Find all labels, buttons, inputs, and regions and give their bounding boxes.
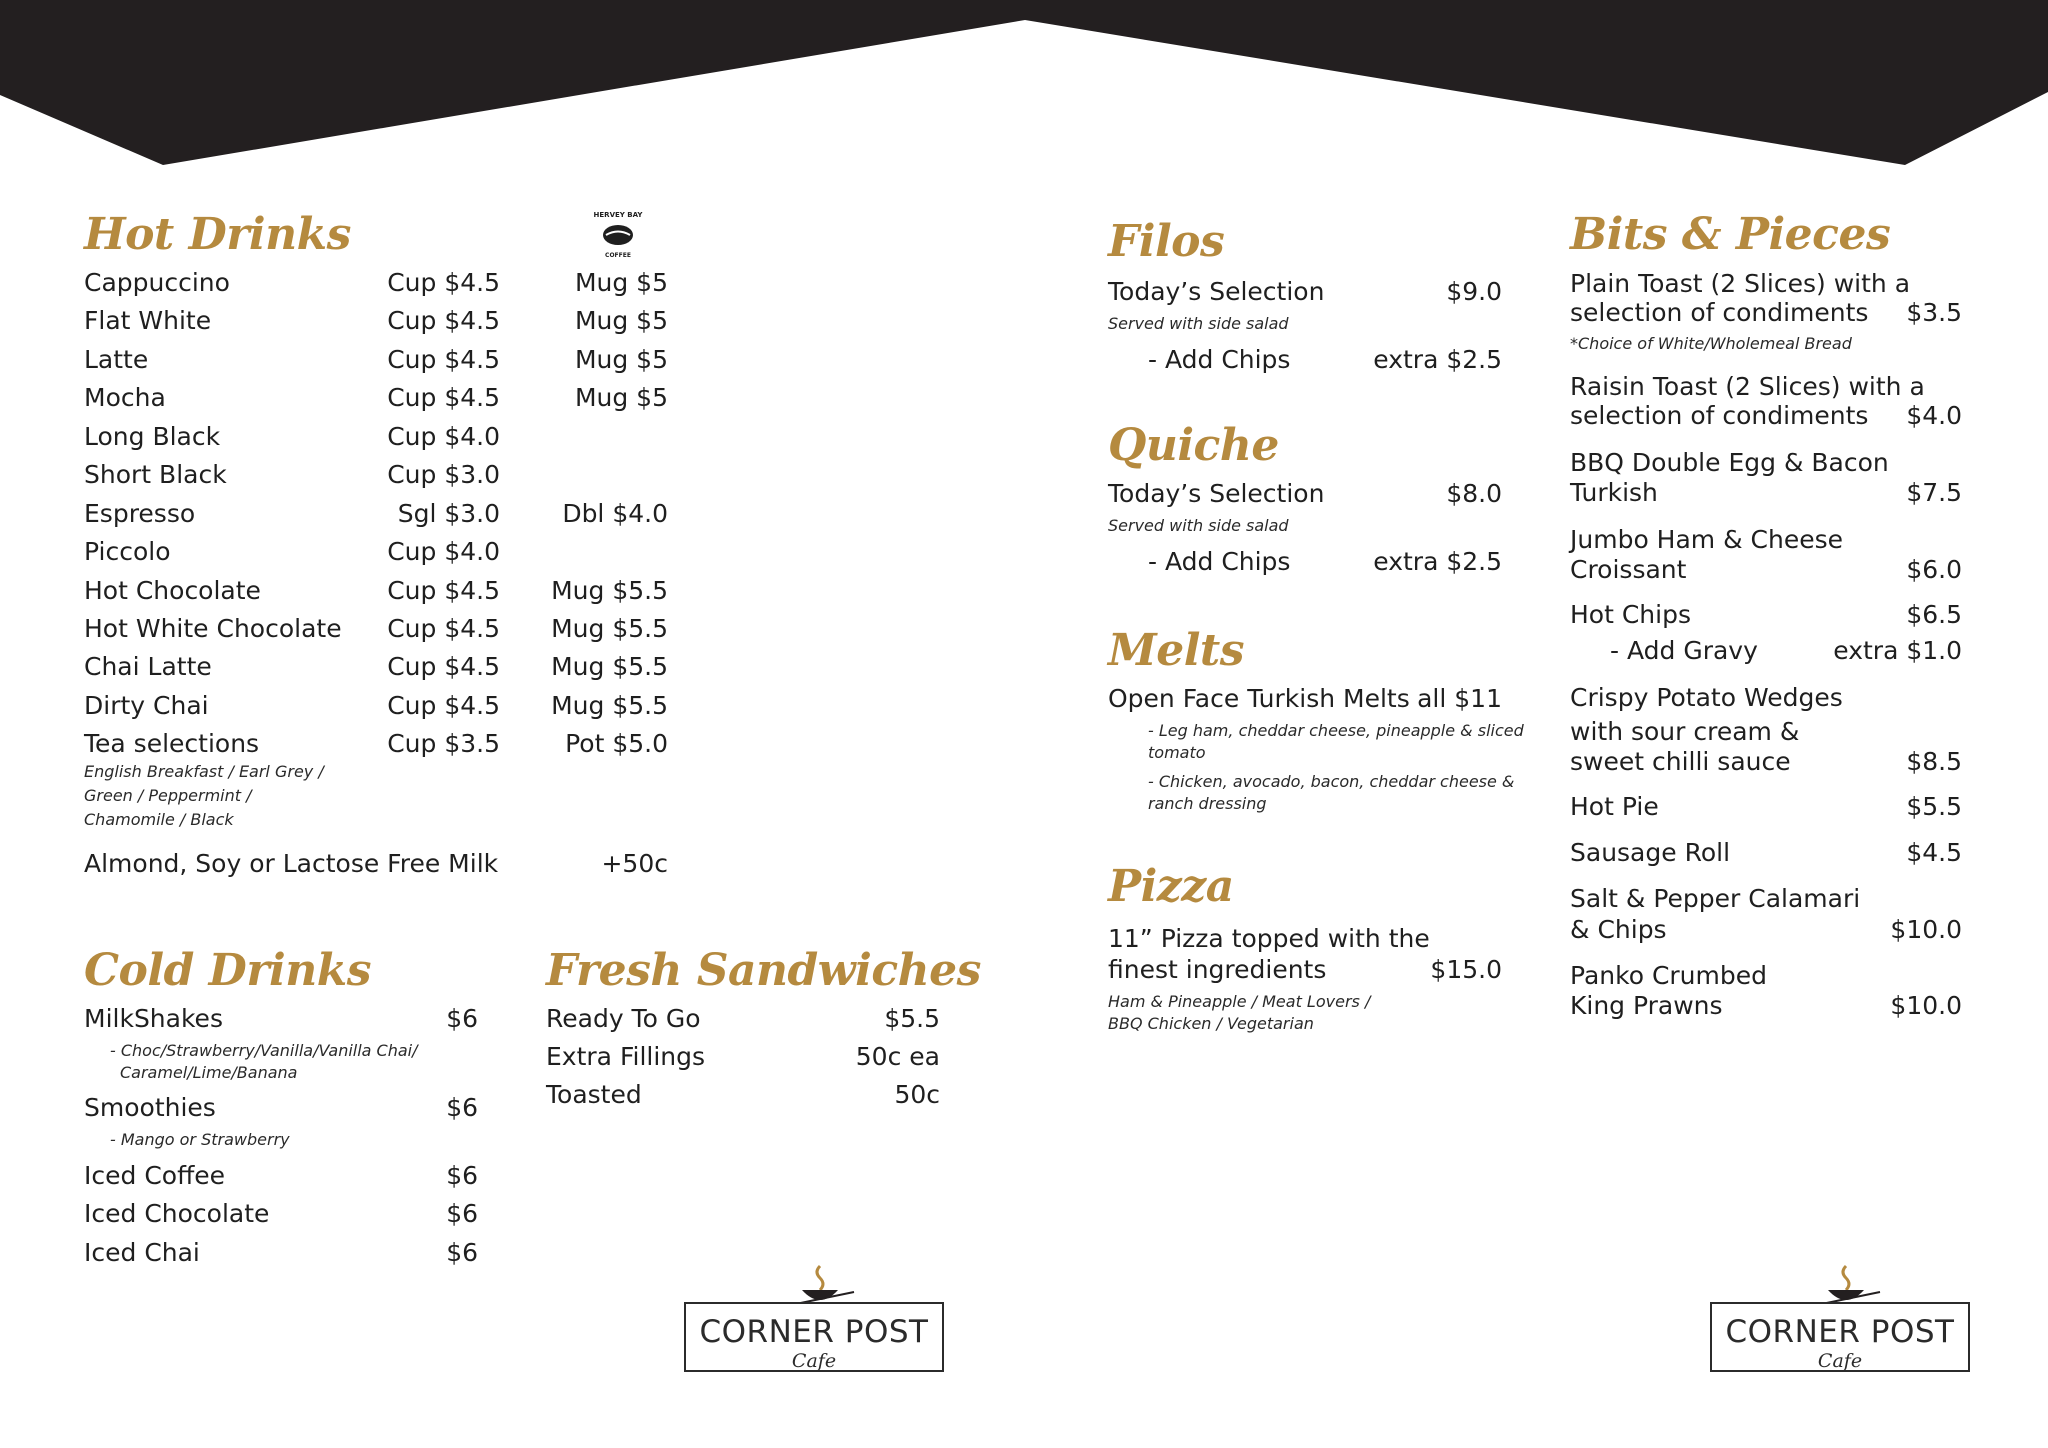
menu-item-price: all $11 [1417,684,1502,713]
menu-item-name: Hot Pie [1570,792,1659,821]
menu-item-price: Cup $4.5 [387,383,500,412]
menu-item-name: Panko Crumbed [1570,961,1767,990]
menu-item-price: Mug $5 [574,383,668,412]
menu-item-price: Cup $4.0 [387,422,500,451]
menu-item-name: Sausage Roll [1570,838,1731,867]
milkshake-note: Caramel/Lime/Banana [120,1063,298,1082]
menu-item-name: Dirty Chai [84,691,209,720]
coffee-roaster-badge-icon [590,208,646,260]
menu-item-name: Hot White Chocolate [84,614,342,643]
addon-name: - Add Chips [1148,345,1291,374]
menu-item-name: Mocha [84,383,166,412]
addon-price: extra $2.5 [1373,345,1502,374]
addon-name: - Add Gravy [1610,636,1758,665]
menu-item-price: $10.0 [1890,915,1962,944]
menu-item-price: Cup $4.5 [387,345,500,374]
menu-item-name: selection of condiments [1570,298,1869,327]
tea-note: Chamomile / Black [84,810,234,829]
item-note: Ham & Pineapple / Meat Lovers / [1108,992,1371,1011]
menu-item-name: Crispy Potato Wedges [1570,683,1843,712]
menu-item-name: Ready To Go [546,1004,701,1033]
pizza-heading: Pizza [1108,861,1234,912]
menu-item-name: Espresso [84,499,196,528]
cafe-logo [684,1302,944,1372]
item-note: Served with side salad [1108,314,1289,333]
menu-item-price: Dbl $4.0 [562,499,668,528]
menu-item-price: $6.0 [1906,555,1962,584]
menu-item-price: Sgl $3.0 [397,499,500,528]
menu-item-price: Mug $5 [574,345,668,374]
menu-item-name: Raisin Toast (2 Slices) with a [1570,372,1925,401]
menu-item-price: $6 [446,1199,478,1228]
menu-item-price: $6 [446,1004,478,1033]
svg-text:HERVEY BAY: HERVEY BAY [593,211,643,219]
menu-item-name: Salt & Pepper Calamari [1570,884,1861,913]
menu-item-name: Latte [84,345,149,374]
top-band [0,0,2048,170]
menu-item-name: Open Face Turkish Melts [1108,684,1410,713]
item-note: BBQ Chicken / Vegetarian [1108,1014,1314,1033]
menu-item-name: Croissant [1570,555,1687,584]
tea-note: English Breakfast / Earl Grey / [84,762,324,781]
tea-note: Green / Peppermint / [84,786,252,805]
menu-item-name: Plain Toast (2 Slices) with a [1570,269,1911,298]
menu-item-name: Piccolo [84,537,171,566]
menu-item-name: sweet chilli sauce [1570,747,1791,776]
menu-item-name: Long Black [84,422,221,451]
menu-item-price: Mug $5.5 [551,652,668,681]
menu-item-name: Jumbo Ham & Cheese [1570,525,1844,554]
menu-item-name: Today’s Selection [1108,479,1325,508]
menu-item-price: $4.5 [1906,838,1962,867]
cold-drinks-heading: Cold Drinks [84,945,371,996]
logo-subtitle: Cafe [1817,1350,1863,1372]
menu-item-name: MilkShakes [84,1004,223,1033]
filos-heading: Filos [1108,216,1225,267]
menu-item-price: Cup $4.0 [387,537,500,566]
menu-item-name: Tea selections [84,729,260,758]
menu-item-name: BBQ Double Egg & Bacon [1570,448,1889,477]
addon-name: - Add Chips [1148,547,1291,576]
menu-item-price: Mug $5.5 [551,576,668,605]
menu-item-price: $5.5 [1906,792,1962,821]
hot-drinks-heading: Hot Drinks [84,209,351,260]
menu-item-name: Today’s Selection [1108,277,1325,306]
milkshake-note: - Choc/Strawberry/Vanilla/Vanilla Chai/ [110,1041,418,1060]
menu-item-price: Cup $3.5 [387,729,500,758]
menu-item-name: Cappuccino [84,268,230,297]
logo-title: CORNER POST [699,1314,929,1350]
menu-item-price: $6 [446,1161,478,1190]
menu-item-price: Cup $3.0 [387,460,500,489]
logo-subtitle: Cafe [791,1350,837,1372]
menu-item-price: $3.5 [1906,298,1962,327]
menu-item-price: Cup $4.5 [387,614,500,643]
menu-item-name: selection of condiments [1570,401,1869,430]
menu-item-price: $4.0 [1906,401,1962,430]
menu-item-price: 50c [894,1080,940,1109]
menu-item-price: $9.0 [1446,277,1502,306]
menu-item-name: Extra Fillings [546,1042,706,1071]
menu-item-price: Mug $5.5 [551,614,668,643]
item-note: - Chicken, avocado, bacon, cheddar cheese & [1148,772,1515,791]
item-note: - Leg ham, cheddar cheese, pineapple & sliced [1148,721,1524,740]
menu-item-price: $5.5 [884,1004,940,1033]
milk-option: Almond, Soy or Lactose Free Milk [84,849,499,878]
svg-text:COFFEE: COFFEE [605,252,631,259]
menu-item-price: $6 [446,1238,478,1267]
menu-item-name: Iced Coffee [84,1161,226,1190]
menu-item-price: Mug $5.5 [551,691,668,720]
cafe-logo [1710,1302,1970,1372]
item-note: ranch dressing [1148,794,1267,813]
menu-item-price: Cup $4.5 [387,691,500,720]
menu-item-name: Toasted [546,1080,642,1109]
menu-item-price: $7.5 [1906,478,1962,507]
menu-item-name: Turkish [1570,478,1658,507]
menu-item-name: Iced Chai [84,1238,200,1267]
item-note: *Choice of White/Wholemeal Bread [1570,334,1852,353]
menu-item-name: Hot Chips [1570,600,1691,629]
menu-item-price: $8.5 [1906,747,1962,776]
menu-item-price: Mug $5 [574,306,668,335]
melts-heading: Melts [1108,625,1245,676]
menu-item-price: Cup $4.5 [387,652,500,681]
menu-item-price: $10.0 [1890,991,1962,1020]
item-note: tomato [1148,743,1206,762]
menu-item-name: Hot Chocolate [84,576,261,605]
smoothie-note: - Mango or Strawberry [110,1130,290,1149]
menu-item-price: Mug $5 [574,268,668,297]
menu-item-name: Flat White [84,306,212,335]
menu-item-price: Pot $5.0 [565,729,668,758]
item-note: Served with side salad [1108,516,1289,535]
menu-item-price: Cup $4.5 [387,268,500,297]
menu-item-price: Cup $4.5 [387,306,500,335]
menu-item-name: Iced Chocolate [84,1199,270,1228]
quiche-heading: Quiche [1108,420,1279,471]
menu-item-name: with sour cream & [1570,717,1800,746]
menu-item-name: Chai Latte [84,652,212,681]
menu-item-price: 50c ea [855,1042,940,1071]
menu-item-price: Cup $4.5 [387,576,500,605]
addon-price: extra $1.0 [1833,636,1962,665]
milk-option-price: +50c [601,849,668,878]
addon-price: extra $2.5 [1373,547,1502,576]
logo-title: CORNER POST [1725,1314,1955,1350]
menu-item-name: & Chips [1570,915,1667,944]
bits-pieces-heading: Bits & Pieces [1570,209,1891,260]
menu-item-name: 11” Pizza topped with the [1108,924,1430,953]
menu-item-price: $15.0 [1430,955,1502,984]
menu-item-name: Smoothies [84,1093,216,1122]
menu-item-name: Short Black [84,460,227,489]
menu-item-price: $6.5 [1906,600,1962,629]
menu-item-name: finest ingredients [1108,955,1327,984]
fresh-sandwiches-heading: Fresh Sandwiches [546,945,981,996]
menu-item-price: $8.0 [1446,479,1502,508]
menu-item-price: $6 [446,1093,478,1122]
menu-item-name: King Prawns [1570,991,1723,1020]
